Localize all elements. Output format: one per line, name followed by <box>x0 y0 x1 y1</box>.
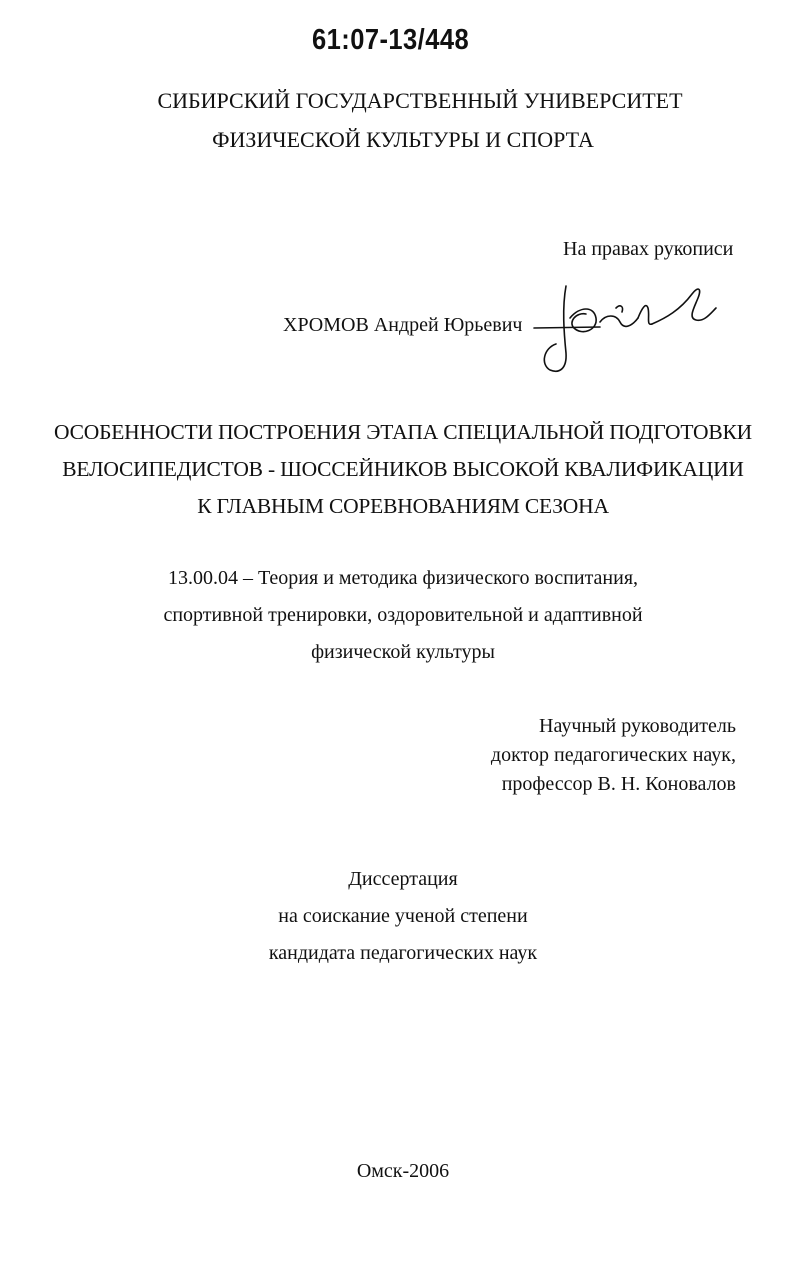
supervisor-role: Научный руководитель <box>539 715 736 737</box>
dissertation-title-line3: К ГЛАВНЫМ СОРЕВНОВАНИЯМ СЕЗОНА <box>197 494 609 518</box>
specialty-line2: спортивной тренировки, оздоровительной и адаптивной <box>163 604 643 626</box>
dissertation-title-line2: ВЕЛОСИПЕДИСТОВ - ШОССЕЙНИКОВ ВЫСОКОЙ КВАЛИФИКАЦИИ <box>62 457 744 481</box>
city-year: Омск-2006 <box>356 1160 450 1182</box>
author-signature <box>520 278 720 378</box>
specialty-line3: физической культуры <box>311 641 495 663</box>
degree-purpose: на соискание ученой степени <box>278 905 528 927</box>
catalog-code: 61:07-13/448 <box>312 24 470 56</box>
specialty-line1: 13.00.04 – Теория и методика физического воспитания, <box>167 567 639 589</box>
dissertation-label: Диссертация <box>348 868 458 890</box>
author-name: ХРОМОВ Андрей Юрьевич <box>283 314 523 336</box>
supervisor-name: профессор В. Н. Коновалов <box>501 773 736 795</box>
degree-name: кандидата педагогических наук <box>268 942 538 964</box>
university-name-line1: СИБИРСКИЙ ГОСУДАРСТВЕННЫЙ УНИВЕРСИТЕТ <box>157 88 683 113</box>
university-name-line2: ФИЗИЧЕСКОЙ КУЛЬТУРЫ И СПОРТА <box>212 127 594 152</box>
dissertation-title-line1: ОСОБЕННОСТИ ПОСТРОЕНИЯ ЭТАПА СПЕЦИАЛЬНОЙ ПОДГОТОВКИ <box>54 420 752 444</box>
manuscript-rights-note: На правах рукописи <box>563 238 734 260</box>
supervisor-degree: доктор педагогических наук, <box>490 744 736 766</box>
